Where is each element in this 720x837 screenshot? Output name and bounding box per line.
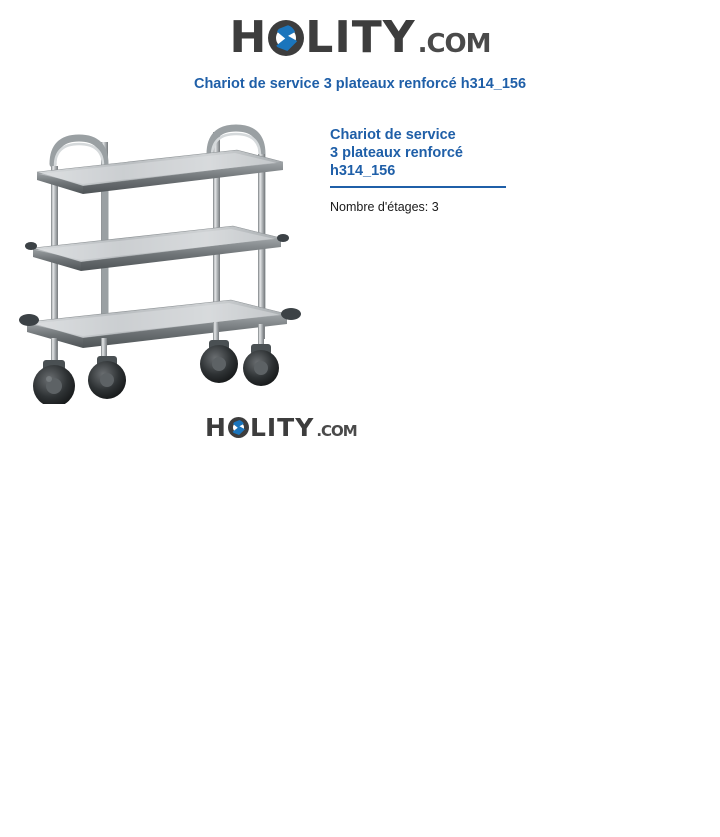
product-title-line2: 3 plateaux renforcé xyxy=(330,145,463,161)
page-title: Chariot de service 3 plateaux renforcé h314_156 xyxy=(193,76,527,92)
product-info-column xyxy=(330,114,670,214)
product-title-line3: h314_156 xyxy=(330,163,396,179)
service-trolley-illustration xyxy=(15,124,315,404)
stylized-o-logo-icon-footer xyxy=(228,417,249,438)
header-logo-container xyxy=(0,0,720,63)
logo-text-part1: H xyxy=(229,12,268,63)
holity-logo-footer[interactable] xyxy=(205,415,357,440)
logo-text-part2: LITY xyxy=(305,12,416,63)
spec-number-of-shelves: Nombre d'étages: 3 xyxy=(330,200,439,214)
logo-text-suffix: .COM xyxy=(417,29,491,59)
footer-logo-container xyxy=(205,415,357,440)
product-content xyxy=(0,114,720,404)
product-title-line1: Chariot de service xyxy=(330,127,456,143)
footer-logo-text-suffix: .COM xyxy=(316,422,357,440)
title-divider xyxy=(330,186,506,188)
product-title xyxy=(330,126,670,180)
stylized-o-logo-icon xyxy=(268,20,304,56)
product-image xyxy=(0,114,330,404)
holity-logo[interactable] xyxy=(229,12,491,63)
footer-logo-text-part2: LITY xyxy=(249,413,315,442)
footer-logo-text-part1: H xyxy=(205,413,227,442)
